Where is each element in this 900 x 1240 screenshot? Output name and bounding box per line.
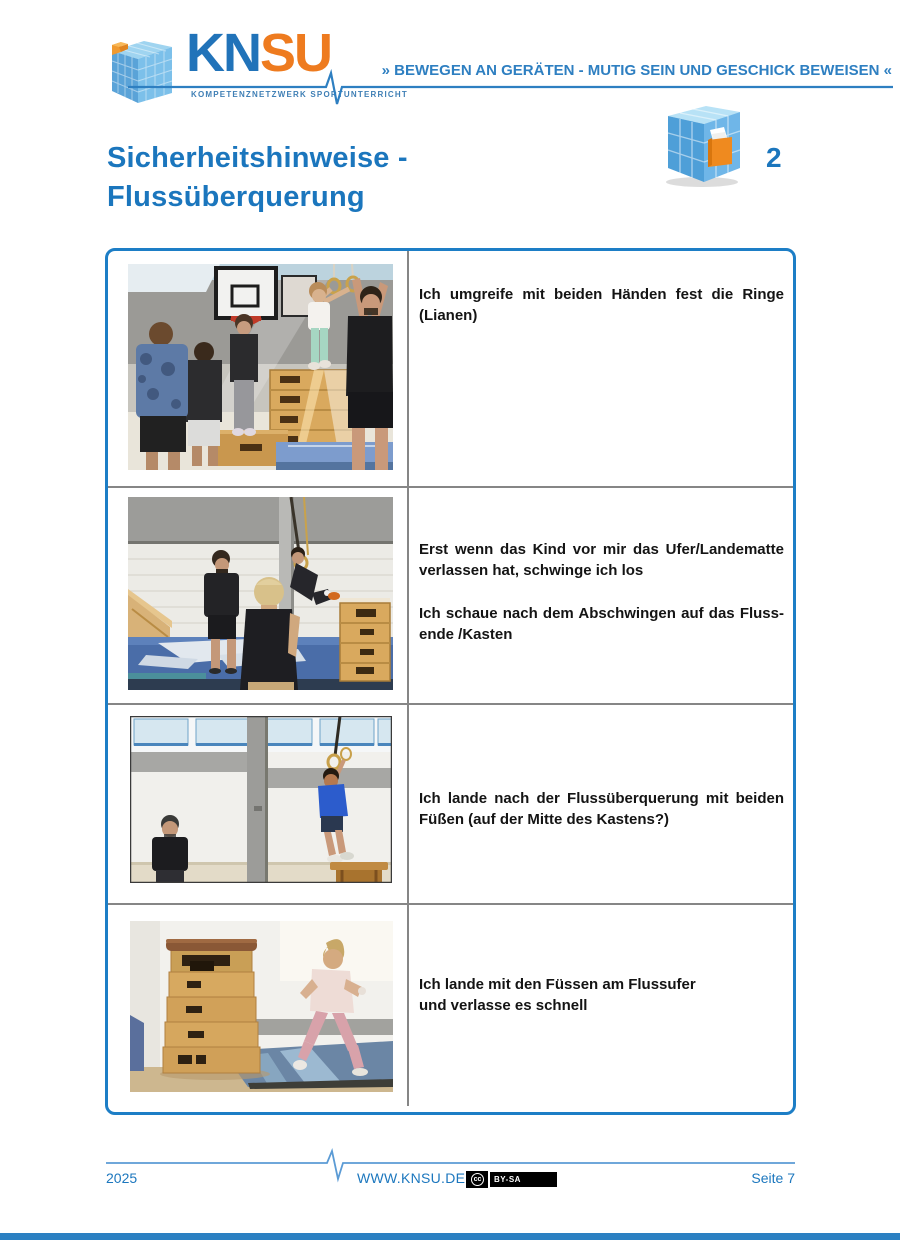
- safety-note: [419, 974, 784, 1016]
- note-line: (Lianen): [419, 307, 478, 324]
- note-line: Ich lande nach der Flussüberquerung mit beiden: [419, 790, 784, 807]
- photo-run-away: [130, 921, 393, 1092]
- note-line: Ich schaue nach dem Abschwingen auf das Fluss-: [419, 605, 784, 622]
- cc-circle-label: cc: [471, 1173, 484, 1186]
- table-row: [108, 703, 793, 903]
- footer-website-link[interactable]: WWW.KNSU.DE: [357, 1170, 466, 1186]
- text-cell: [409, 251, 793, 486]
- photo-grip-rings: [128, 264, 393, 470]
- note-line: und verlasse es schnell: [419, 997, 588, 1014]
- knsu-subtitle: KOMPETENZNETZWERK SPORTUNTERRICHT: [191, 90, 408, 99]
- photo-cell: [108, 905, 409, 1106]
- header-tagline: » BEWEGEN AN GERÄTEN - MUTIG SEIN UND GESCHICK BEWEISEN «: [381, 62, 892, 79]
- page-title-line1: Sicherheitshinweise -: [107, 142, 408, 174]
- wordmark-su: SU: [260, 23, 332, 83]
- footer-page-number: Seite 7: [751, 1170, 795, 1186]
- knsu-logo-cube-icon: [102, 33, 180, 109]
- note-line: verlassen hat, schwinge ich los: [419, 562, 644, 579]
- chapter-number: 2: [766, 142, 782, 173]
- safety-note: [419, 788, 784, 830]
- text-cell: [409, 488, 793, 703]
- note-line: ende /Kasten: [419, 626, 513, 643]
- safety-note: [419, 539, 784, 581]
- photo-swing-watch: [128, 497, 393, 690]
- photo-cell: [108, 705, 409, 903]
- table-row: [108, 903, 793, 1106]
- chapter-cube-icon: [652, 96, 748, 188]
- page-title: [107, 139, 408, 217]
- wordmark-kn: KN: [186, 23, 260, 83]
- safety-note: [419, 603, 784, 645]
- safety-table: [105, 248, 796, 1115]
- knsu-wordmark: [186, 23, 332, 83]
- text-cell: [409, 905, 793, 1106]
- note-line: Ich umgreife mit beiden Händen fest die Ringe: [419, 286, 784, 303]
- note-line: Füßen (auf der Mitte des Kastens?): [419, 811, 670, 828]
- note-line: Ich lande mit den Füssen am Flussufer: [419, 976, 696, 993]
- cc-icon: [467, 1171, 489, 1188]
- note-line: Erst wenn das Kind vor mir das Ufer/Landematte: [419, 541, 784, 558]
- cc-license-label: BY-SA: [489, 1171, 558, 1188]
- photo-cell: [108, 251, 409, 486]
- text-cell: [409, 705, 793, 903]
- safety-note: [419, 284, 784, 326]
- table-row: [108, 486, 793, 703]
- table-row: [108, 251, 793, 486]
- footer-year: 2025: [106, 1170, 138, 1186]
- cc-license-badge[interactable]: [466, 1171, 558, 1188]
- photo-cell: [108, 488, 409, 703]
- photo-landing-on-box: [130, 716, 392, 883]
- page-title-line2: Flussüberquerung: [107, 181, 365, 213]
- page-bottom-bar: [0, 1233, 900, 1240]
